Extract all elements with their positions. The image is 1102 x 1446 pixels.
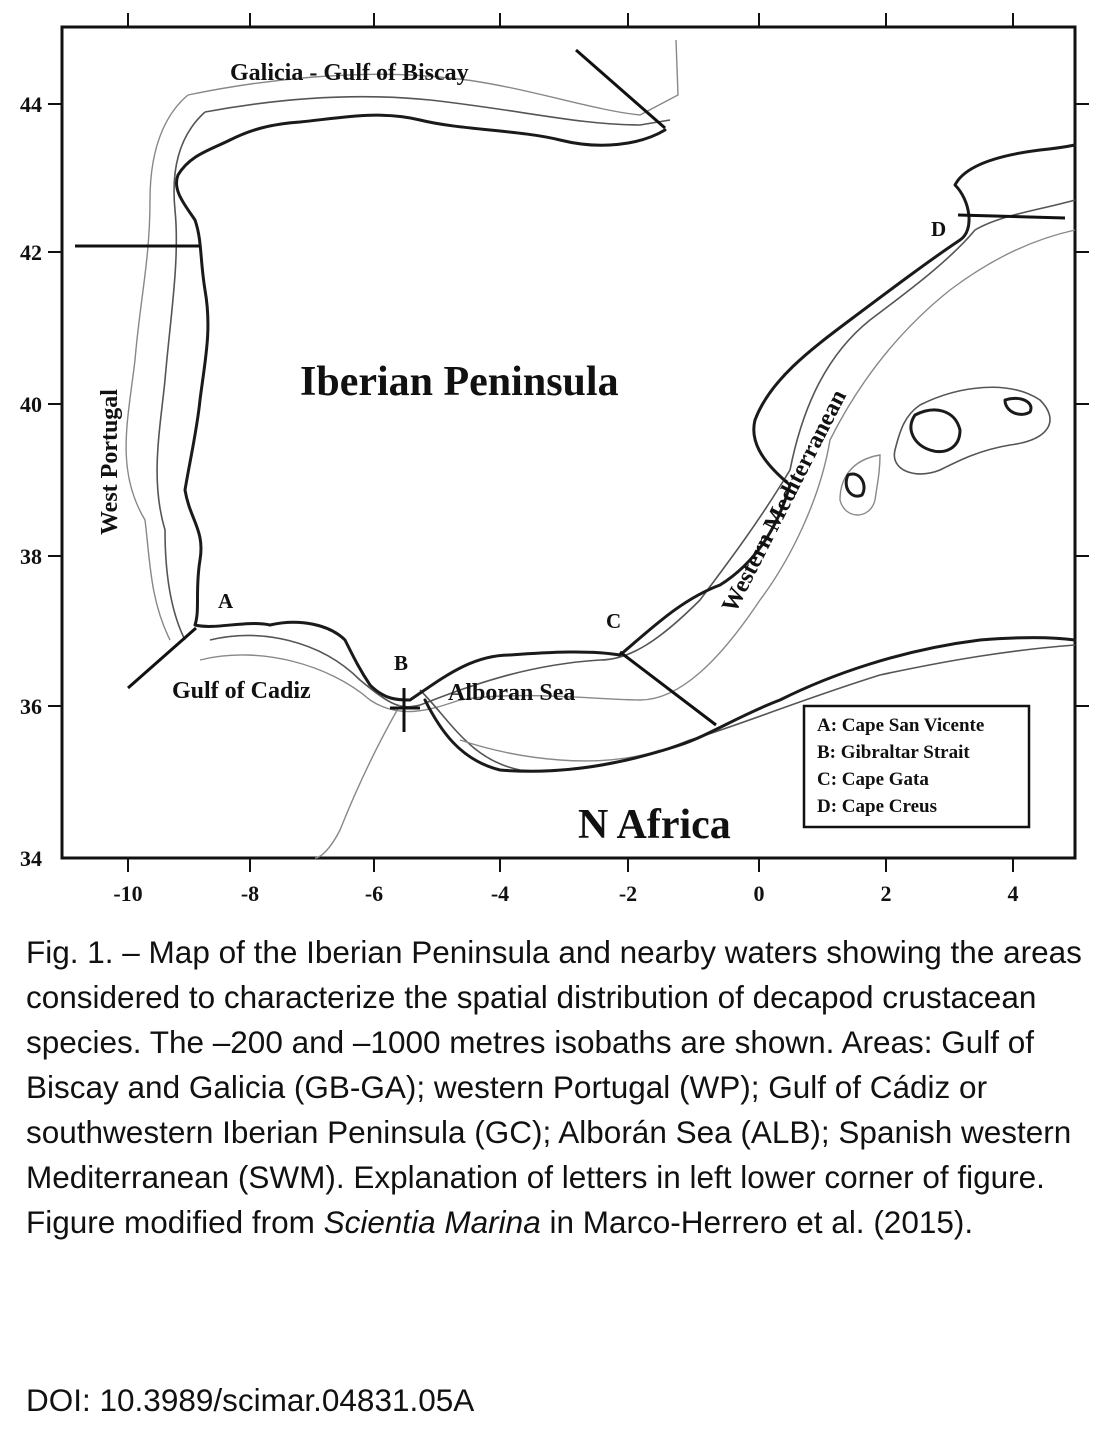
x-tick-label: -4 (490, 881, 510, 905)
figure-caption (26, 930, 1086, 1245)
y-tick-label: 36 (20, 694, 42, 719)
legend-box (804, 706, 1029, 827)
x-tick-label: -8 (240, 881, 260, 905)
label-west-portugal: West Portugal (97, 389, 123, 535)
mallorca-outline (911, 410, 960, 452)
label-n-africa: N Africa (578, 802, 731, 848)
caption-text: Fig. 1. – Map of the Iberian Peninsula and nearby waters showing the areas considered to characterize the spatial distribution of decapod crustacean species. The –200 and –1000 metres isobaths are shown. Areas: Gulf of Biscay and Galicia (GB-GA); western Portugal (WP); Gulf of Cádiz or southwestern Iberian Peninsula (GC); Alborán Sea (ALB); Spanish western Mediterranean (SWM). Explanation of letters in left lower corner of figure. Figure modified from (26, 934, 1082, 1240)
label-galicia-gulf-of-biscay: Galicia - Gulf of Biscay (230, 60, 469, 86)
legend-item: A: Cape San Vicente (817, 715, 985, 736)
label-iberian-peninsula: Iberian Peninsula (300, 359, 619, 405)
x-tick-label: 2 (880, 881, 892, 905)
label-gulf-of-cadiz: Gulf of Cadiz (172, 678, 311, 704)
point-c: C (606, 609, 622, 633)
x-tick-label: -10 (113, 881, 143, 905)
legend-item: B: Gibraltar Strait (817, 742, 970, 763)
doi-line: DOI: 10.3989/scimar.04831.05A (26, 1382, 475, 1418)
x-tick-label: -6 (364, 881, 384, 905)
x-tick-label: -2 (618, 881, 638, 905)
x-tick-labels (113, 881, 1018, 905)
y-tick-label: 44 (20, 92, 42, 117)
label-western-mediterranean: Western Mediterranean (717, 385, 852, 617)
point-d: D (931, 217, 947, 241)
caption-journal: Scientia Marina (323, 1204, 541, 1240)
y-tick-label: 42 (20, 240, 42, 265)
legend-item: D: Cape Creus (817, 796, 937, 817)
menorca-outline (1005, 398, 1031, 414)
ibiza-outline (846, 474, 864, 496)
coastlines (176, 115, 1075, 771)
point-a: A (218, 589, 234, 613)
label-alboran-sea: Alboran Sea (448, 680, 576, 706)
y-tick-label: 38 (20, 544, 42, 569)
x-tick-label: 0 (753, 881, 765, 905)
point-b: B (394, 651, 409, 675)
y-tick-label: 40 (20, 392, 42, 417)
x-tick-label: 4 (1007, 881, 1019, 905)
y-tick-label: 34 (20, 846, 42, 871)
iberian-coastline (176, 115, 1075, 700)
legend-item: C: Cape Gata (817, 769, 929, 790)
caption-text-end: in Marco-Herrero et al. (2015). (540, 1204, 974, 1240)
y-tick-labels (20, 92, 42, 871)
